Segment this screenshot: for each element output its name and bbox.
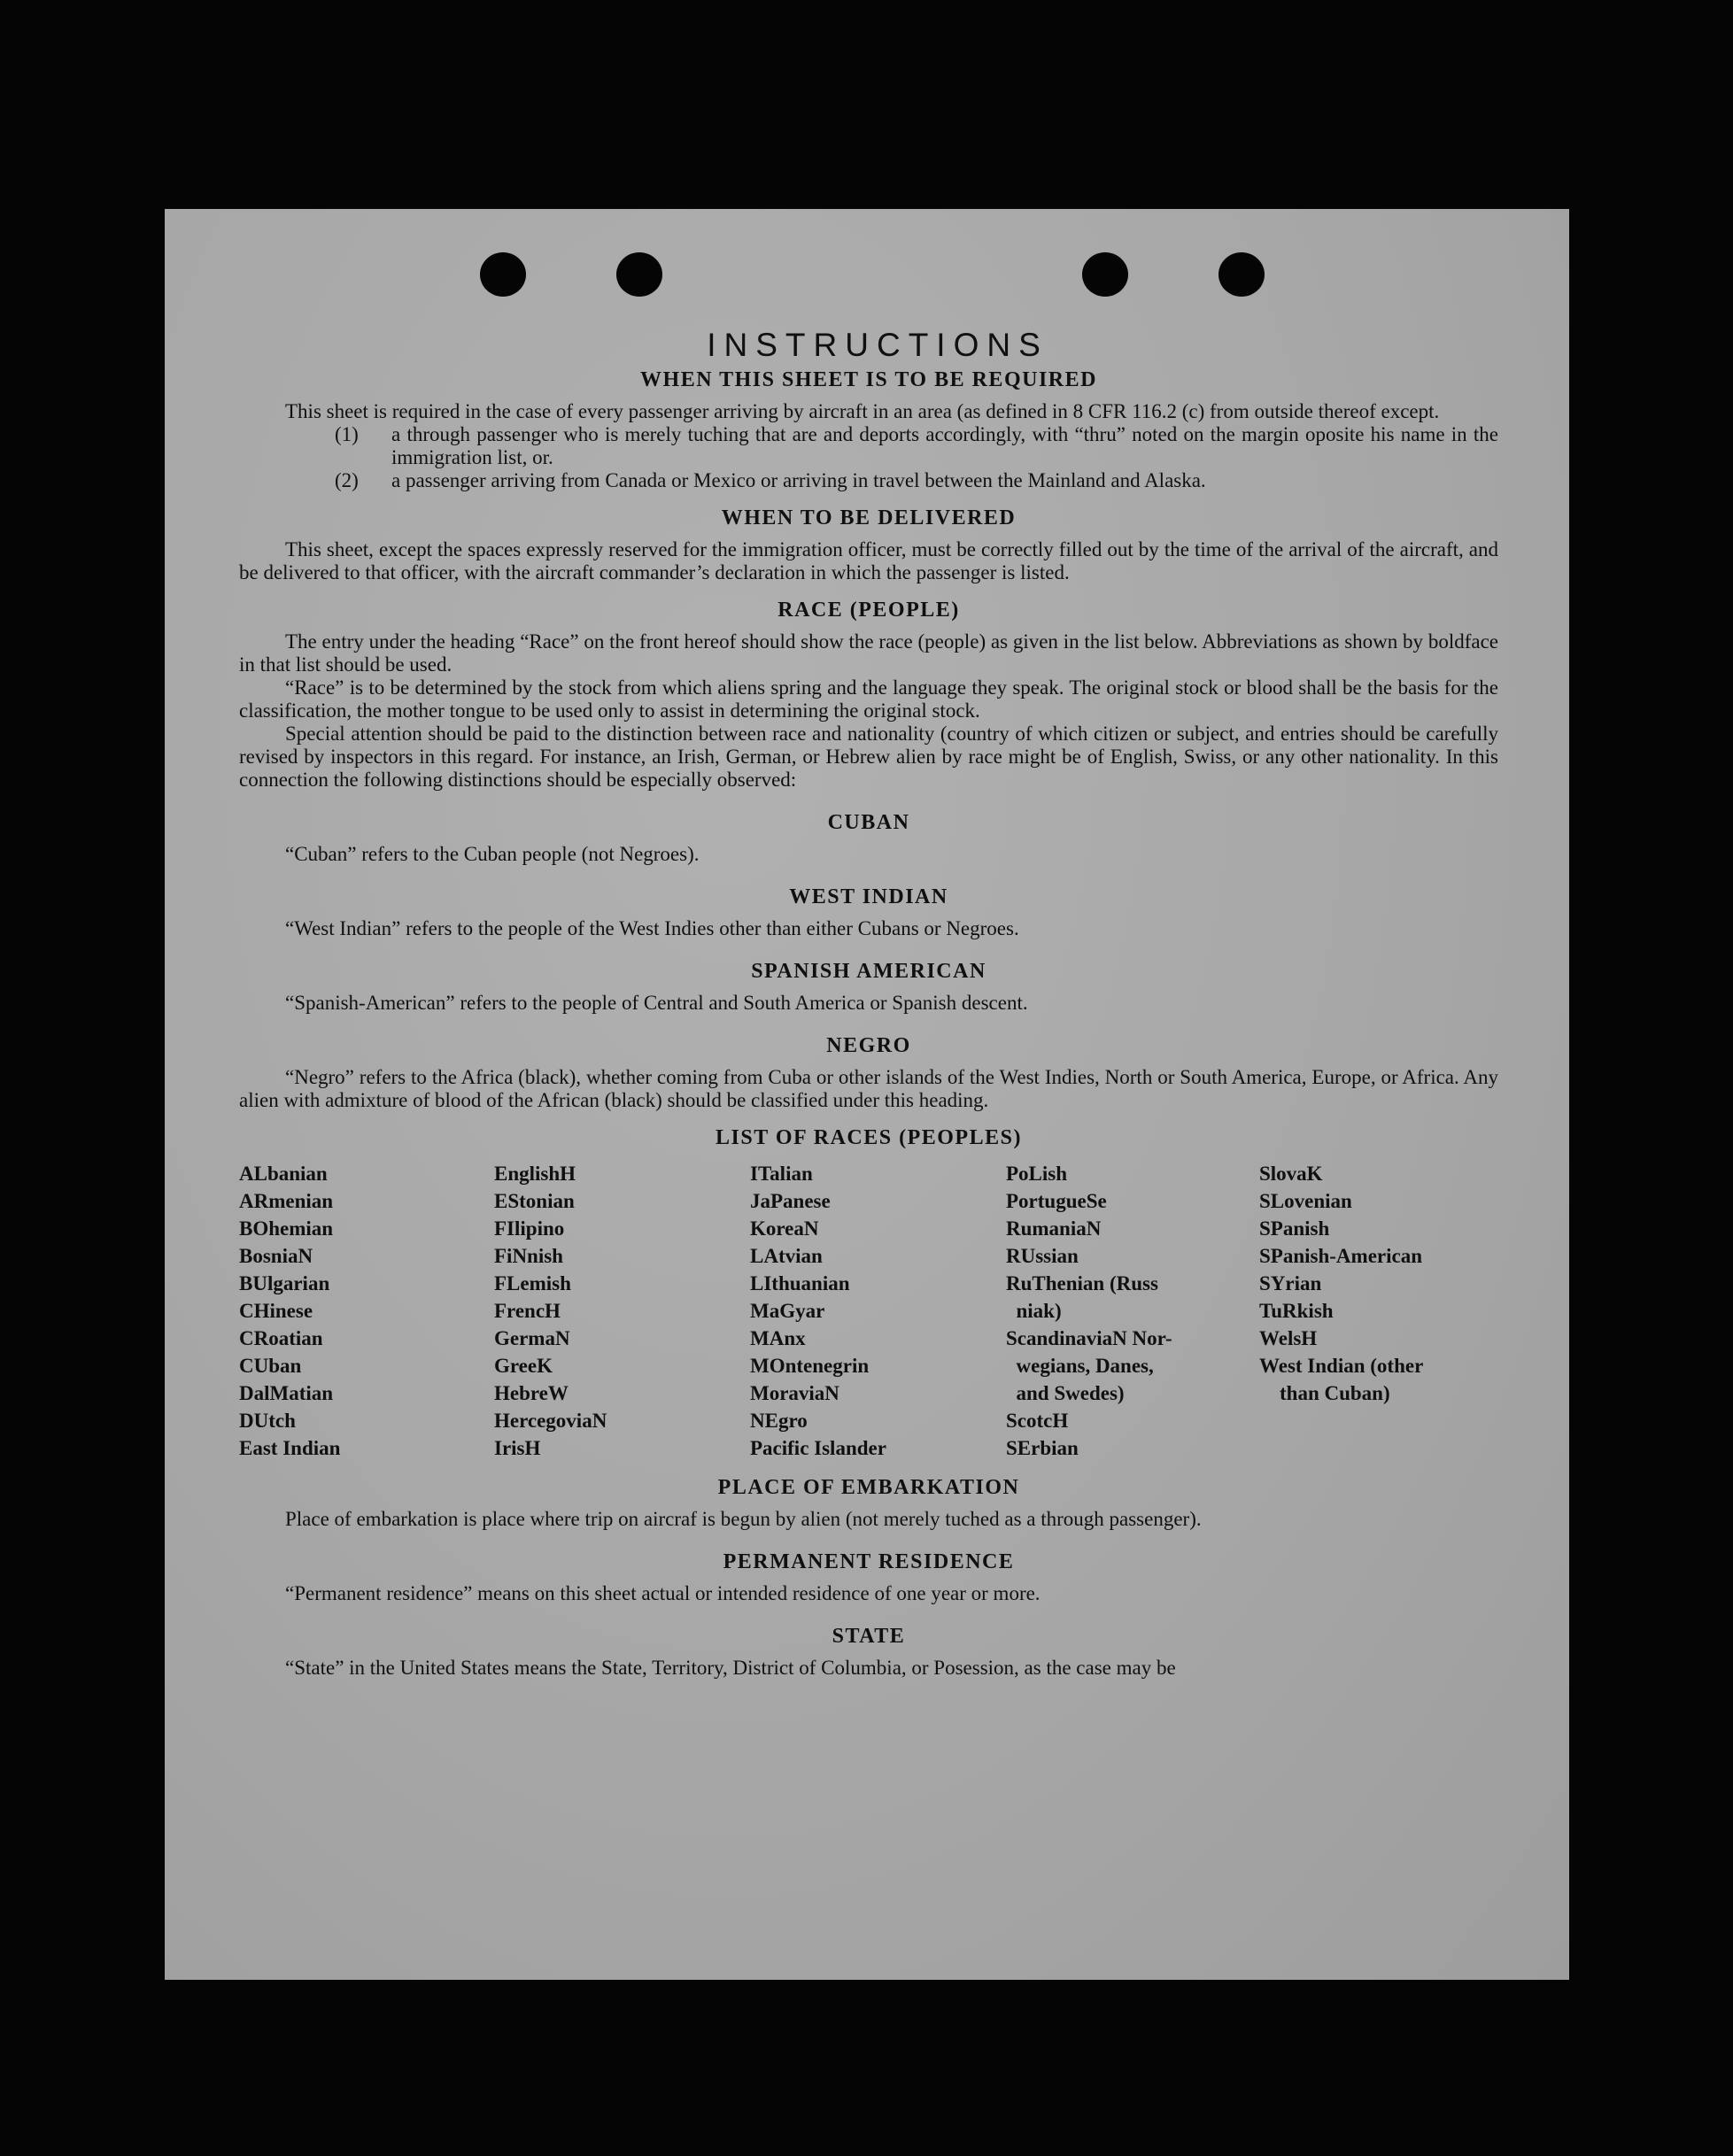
race-entry: SLovenian [1259,1190,1352,1212]
race-entry: SErbian [1006,1437,1079,1459]
race-entry: ALbanian [239,1163,328,1185]
race-entry: DalMatian [239,1382,334,1404]
item-number: (2) [335,469,359,491]
section-race [239,595,1498,792]
punch-hole-3 [1082,252,1128,297]
section-heading: WHEN TO BE DELIVERED [721,506,1017,529]
item-text: a through passenger who is merely tuching that are and deports accordingly, with “thru” noted on the margin oposite his name in the immigration list, or. [391,423,1498,468]
race-entry: niak) [1006,1300,1062,1322]
race-entry: TuRkish [1259,1300,1334,1322]
race-entry: BOhemian [239,1217,334,1240]
race-entry: SPanish-American [1259,1245,1422,1267]
section-heading: CUBAN [827,811,910,834]
race-entry: NEgro [750,1410,808,1432]
section-cuban [239,808,1498,866]
section-paragraph: “Negro” refers to the Africa (black), whether coming from Cuba or other islands of the West Indies, North or South America, Europe, or Africa. Any alien with admixture of blood of the African (black) should be classified under this heading. [239,1066,1498,1111]
race-entry: DUtch [239,1410,296,1432]
page-title: INSTRUCTIONS [707,327,1048,363]
race-entry: FIlipino [494,1217,565,1240]
races-grid [239,1160,1498,1462]
race-entry: CRoatian [239,1327,323,1349]
race-entry: IrisH [494,1437,541,1459]
race-entry: EStonian [494,1190,575,1212]
race-entry: HebreW [494,1382,569,1404]
item-number: (1) [335,423,359,445]
item-text: a passenger arriving from Canada or Mexico or arriving in travel between the Mainland and Alaska. [391,469,1206,491]
race-entry: BUlgarian [239,1272,330,1294]
section-paragraph: “Permanent residence” means on this sheet actual or intended residence of one year or more. [285,1582,1041,1604]
race-entry: ScandinaviaN Nor- [1006,1327,1172,1349]
section-when-delivered [239,503,1498,584]
section-paragraph: This sheet, except the spaces expressly reserved for the immigration officer, must be correctly filled out by the time of the arrival of the aircraft, and be delivered to that officer, with the aircraft commander’s declaration in which the passenger is listed. [239,538,1498,583]
race-entry: RuThenian (Russ [1006,1272,1158,1294]
race-entry: WelsH [1259,1327,1318,1349]
section-heading: STATE [832,1625,906,1648]
section-paragraph: Special attention should be paid to the distinction between race and nationality (country of which citizen or subject, and entries should be carefully revised by inspectors in this regard. For instance, an Irish, German, or Hebrew alien by race might be of English, Swiss, or any other nationality. In this connection the following distinctions should be especially observed: [239,723,1498,791]
section-negro [239,1031,1498,1112]
race-entry: SlovaK [1259,1163,1323,1185]
race-entry: HercegoviaN [494,1410,607,1432]
section-paragraph: The entry under the heading “Race” on the front hereof should show the race (people) as given in the list below. Abbreviations as shown by boldface in that list should be used. [239,630,1498,676]
race-entry: MOntenegrin [750,1355,870,1377]
section-list-of-races [239,1123,1498,1462]
races-column-4 [1006,1160,1259,1462]
race-entry: PortugueSe [1006,1190,1107,1212]
sheet-content [239,326,1498,1680]
list-item [239,469,1498,492]
race-entry: GermaN [494,1327,570,1349]
section-paragraph: “Race” is to be determined by the stock from which aliens spring and the language they speak. The original stock or blood shall be the basis for the classification, the mother tongue to be used only to assist in determining the original stock. [239,676,1498,722]
section-paragraph: Place of embarkation is place where trip on aircraf is begun by alien (not merely tuched as a through passenger). [285,1508,1202,1530]
section-heading: PLACE OF EMBARKATION [717,1476,1020,1499]
punch-hole-1 [480,252,526,297]
race-entry: EnglishH [494,1163,576,1185]
race-entry: East Indian [239,1437,341,1459]
section-heading: WHEN THIS SHEET IS TO BE REQUIRED [640,368,1097,391]
race-entry: MAnx [750,1327,806,1349]
section-paragraph: “West Indian” refers to the people of the West Indies other than either Cubans or Negroes. [285,917,1019,939]
race-entry: GreeK [494,1355,553,1377]
race-entry: BosniaN [239,1245,313,1267]
race-entry: CUban [239,1355,302,1377]
race-entry: CHinese [239,1300,313,1322]
race-entry: wegians, Danes, [1006,1355,1154,1377]
section-paragraph: “Spanish-American” refers to the people of Central and South America or Spanish descent. [285,992,1028,1014]
race-entry: than Cuban) [1259,1382,1390,1404]
section-state [239,1621,1498,1680]
race-entry: FrencH [494,1300,561,1322]
race-entry: and Swedes) [1006,1382,1125,1404]
race-entry: KoreaN [750,1217,819,1240]
race-entry: LIthuanian [750,1272,850,1294]
punch-hole-4 [1219,252,1265,297]
race-entry: SYrian [1259,1272,1322,1294]
race-entry: RUssian [1006,1245,1079,1267]
section-paragraph: “State” in the United States means the State, Territory, District of Columbia, or Posession, as the case may be [285,1657,1176,1679]
races-column-3 [750,1160,1006,1462]
section-heading: PERMANENT RESIDENCE [723,1550,1015,1573]
section-when-required [239,365,1498,492]
section-permanent-residence [239,1547,1498,1605]
race-entry: JaPanese [750,1190,831,1212]
races-column-5 [1259,1160,1498,1462]
section-heading: NEGRO [826,1034,911,1057]
races-column-1 [239,1160,494,1462]
section-place-of-embarkation [239,1472,1498,1531]
race-entry: ITalian [750,1163,813,1185]
race-entry: FLemish [494,1272,571,1294]
race-entry: MaGyar [750,1300,825,1322]
section-west-indian [239,882,1498,940]
race-entry: West Indian (other [1259,1355,1424,1377]
section-paragraph: “Cuban” refers to the Cuban people (not Negroes). [285,843,700,865]
section-heading: LIST OF RACES (PEOPLES) [716,1126,1022,1149]
races-column-2 [494,1160,750,1462]
race-entry: RumaniaN [1006,1217,1102,1240]
instruction-sheet [165,209,1569,1980]
race-entry: ARmenian [239,1190,334,1212]
section-heading: RACE (PEOPLE) [778,599,960,622]
section-paragraph: This sheet is required in the case of every passenger arriving by aircraft in an area (as defined in 8 CFR 116.2 (c) from outside thereof except. [285,400,1440,422]
race-entry: SPanish [1259,1217,1330,1240]
race-entry: FiNnish [494,1245,563,1267]
race-entry: Pacific Islander [750,1437,886,1459]
race-entry: ScotcH [1006,1410,1069,1432]
race-entry: MoraviaN [750,1382,839,1404]
list-item [239,423,1498,469]
section-heading: WEST INDIAN [789,885,948,908]
race-entry: LAtvian [750,1245,823,1267]
section-spanish-american [239,956,1498,1015]
punch-hole-2 [616,252,662,297]
race-entry: PoLish [1006,1163,1068,1185]
section-heading: SPANISH AMERICAN [751,960,986,983]
